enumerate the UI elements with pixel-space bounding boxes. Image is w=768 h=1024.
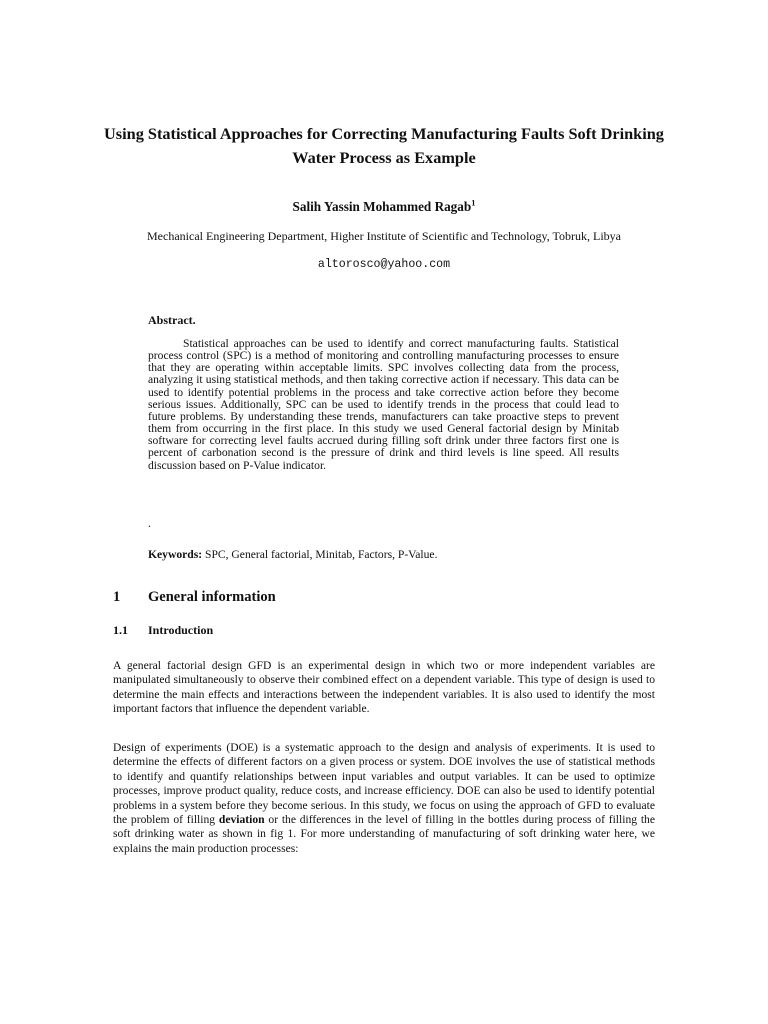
paper-title: Using Statistical Approaches for Correcting Manufacturing Faults Soft Drinking Water Process as Example [104,124,664,167]
intro-paragraph-2 [113,741,655,856]
keywords-line [148,548,437,561]
abstract-trailing-dot: . [148,517,151,530]
keywords-text: SPC, General factorial, Minitab, Factors, P-Value. [202,548,438,561]
subsection-number: 1.1 [113,623,128,637]
abstract-heading: Abstract. [148,313,196,327]
abstract-body: Statistical approaches can be used to identify and correct manufacturing faults. Statistical process control (SPC) is a method of monitoring and controlling manufacturing processes to ensure that they are operating within acceptable limits. SPC involves collecting data from the process, analyzing it using statistical methods, and then taking corrective action if necessary. This data can be used to identify potential problems in the process and take corrective action before they become serious issues. Additionally, SPC can be used to identify trends in the process that could lead to future problems. By understanding these trends, manufacturers can take proactive steps to prevent them from occurring in the first place. In this study we used General factorial design by Minitab software for correcting level faults accrued during filling soft drink under three factors first one is percent of carbonation second is the pressure of drink and third levels is line speed. All results discussion based on P-Value indicator. [148,337,619,472]
section-number: 1 [113,589,121,605]
subsection-title: Introduction [148,623,214,637]
intro-paragraph-2-before: Design of experiments (DOE) is a systematic approach to the design and analysis of experiments. It is used to determine the effects of different factors on a given process or system. DOE involves the use of statistical methods to identify and quantify relationships between input variables and output variables. It can be used to optimize processes, improve product quality, reduce costs, and increase efficiency. DOE can also be used to identify potential problems in a system before they become serious. In this study, we focus on using the approach of GFD to evaluate the problem of filling [113,741,655,827]
author-affiliation-marker: 1 [471,197,476,208]
intro-paragraph-2-after: or the differences in the level of filling in the bottles during process of filling the soft drinking water as shown in fig 1. For more understanding of manufacturing of soft drinking water here, we explains the main production processes: [113,813,655,855]
section-title: General information [148,589,276,605]
author-affiliation: Mechanical Engineering Department, Higher Institute of Scientific and Technology, Tobruk, Libya [147,229,621,243]
intro-paragraph-2-bold: deviation [218,813,265,827]
author-name [0,199,768,215]
author-email: altorosco@yahoo.com [317,258,451,271]
intro-paragraph-1: A general factorial design GFD is an experimental design in which two or more independent variables are manipulated simultaneously to observe their combined effect on a dependent variable. This type of design is used to determine the main effects and interactions between the independent variables. It is also used to identify the most important factors that influence the dependent variable. [113,659,655,716]
keywords-label: Keywords: [148,548,203,561]
author-name-text: Salih Yassin Mohammed Ragab [292,199,472,214]
